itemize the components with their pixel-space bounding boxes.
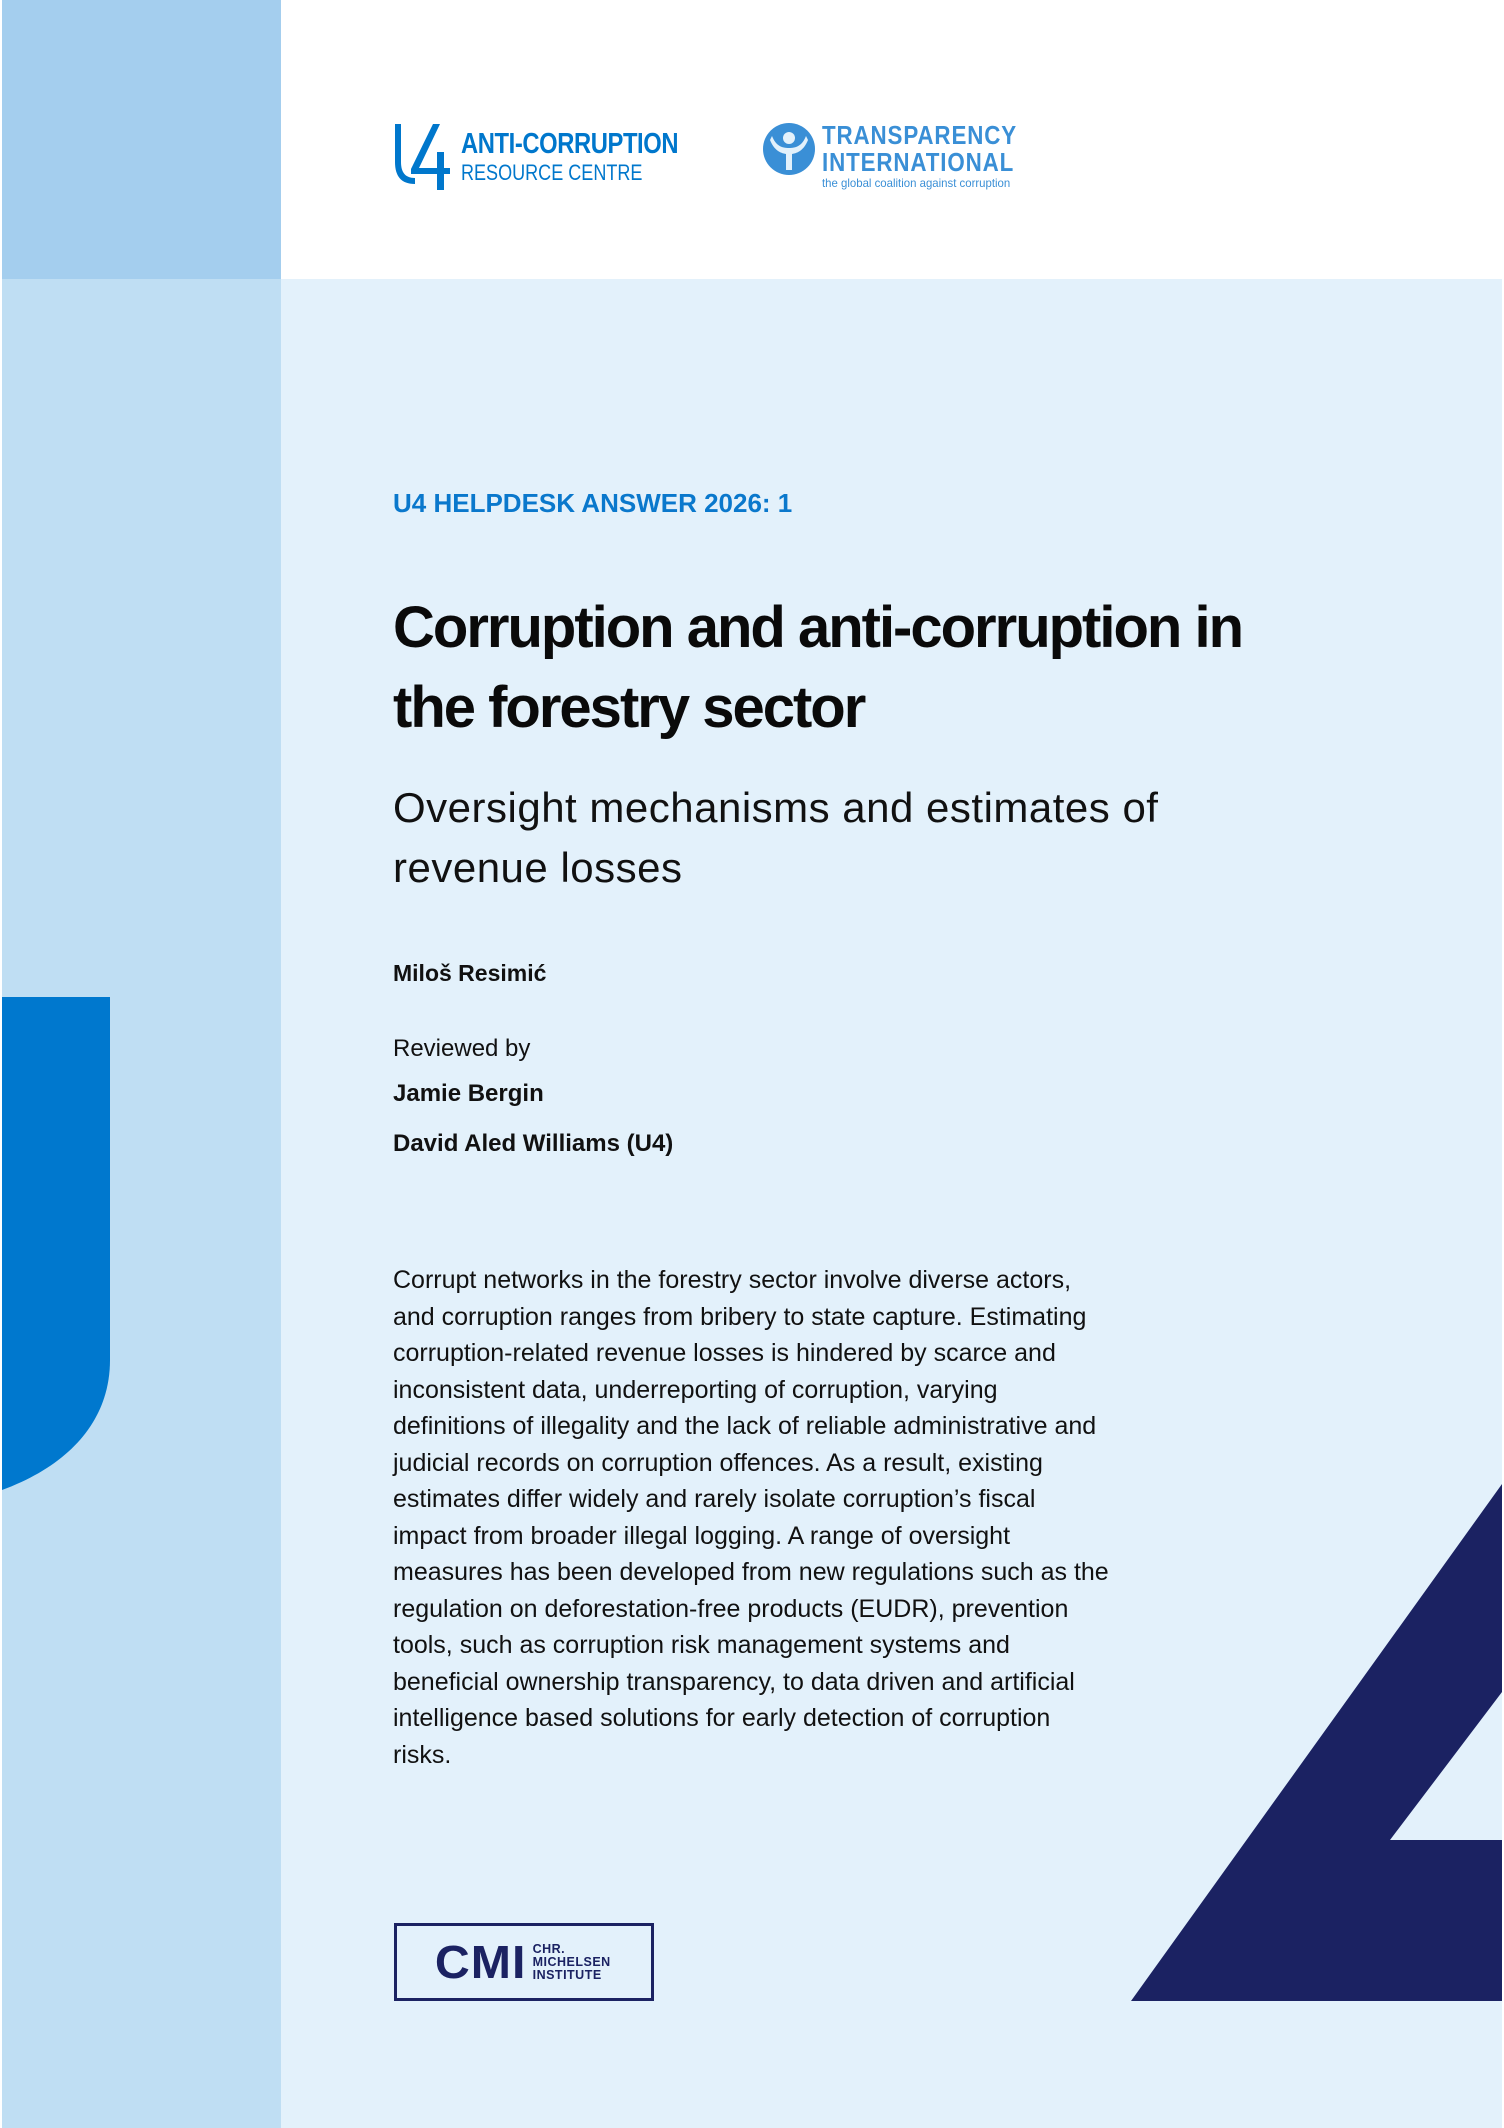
u4-logo-line1: ANTI-CORRUPTION xyxy=(461,128,679,160)
decorative-blue-j-shape xyxy=(2,997,110,1490)
abstract xyxy=(393,1262,1223,1773)
subtitle-line: revenue losses xyxy=(393,844,683,891)
u4-logo xyxy=(393,122,726,192)
abstract-line: inconsistent data, underreporting of corruption, varying xyxy=(393,1375,998,1404)
abstract-line: tools, such as corruption risk management systems and xyxy=(393,1631,1010,1659)
reviewer-name: David Aled Williams (U4) xyxy=(393,1130,674,1157)
ti-logo-line2: INTERNATIONAL xyxy=(822,147,1015,177)
cmi-logo-line3: INSTITUTE xyxy=(532,1967,602,1982)
cmi-logo-line2: MICHELSEN xyxy=(532,1954,611,1969)
ti-logo-line1: TRANSPARENCY xyxy=(822,120,1018,150)
reviewer-name: Jamie Bergin xyxy=(393,1080,544,1107)
u4-logo-mark xyxy=(393,122,451,192)
abstract-line: beneficial ownership transparency, to data driven and artificial xyxy=(393,1667,1075,1696)
series-label: U4 HELPDESK ANSWER 2026: 1 xyxy=(393,488,793,518)
author-name: Miloš Resimić xyxy=(393,960,547,986)
cmi-logo-name xyxy=(533,1943,611,1982)
cmi-logo-line1: CHR. xyxy=(532,1941,566,1956)
ti-globe-figure-icon xyxy=(762,122,816,176)
transparency-international-logo xyxy=(762,122,1049,189)
reviewed-by-label: Reviewed by xyxy=(393,1035,531,1062)
cmi-logo-acronym: CMI xyxy=(435,1936,527,1988)
abstract-line: measures has been developed from new regulations such as the xyxy=(393,1558,1109,1586)
page-subtitle xyxy=(393,778,1393,898)
abstract-line: intelligence based solutions for early detection of corruption xyxy=(393,1704,1051,1732)
ti-logo-tagline: the global coalition against corruption xyxy=(822,176,1011,190)
abstract-line: definitions of illegality and the lack of reliable administrative and xyxy=(393,1412,1097,1440)
title-line: the forestry sector xyxy=(393,675,865,740)
title-line: Corruption and anti-corruption in xyxy=(393,595,1243,660)
subtitle-line: Oversight mechanisms and estimates of xyxy=(393,784,1159,831)
page-title xyxy=(393,588,1393,748)
cmi-logo xyxy=(394,1923,654,2001)
abstract-line: judicial records on corruption offences. As a result, existing xyxy=(393,1448,1043,1477)
u4-logo-line2: RESOURCE CENTRE xyxy=(461,160,643,185)
abstract-line: risks. xyxy=(393,1740,452,1769)
abstract-line: and corruption ranges from bribery to state capture. Estimating xyxy=(393,1302,1087,1331)
abstract-line: impact from broader illegal logging. A range of oversight xyxy=(393,1521,1011,1550)
abstract-line: estimates differ widely and rarely isolate corruption’s fiscal xyxy=(393,1485,1036,1513)
abstract-line: corruption-related revenue losses is hindered by scarce and xyxy=(393,1339,1056,1367)
abstract-line: Corrupt networks in the forestry sector involve diverse actors, xyxy=(393,1266,1072,1294)
abstract-line: regulation on deforestation-free products (EUDR), prevention xyxy=(393,1594,1069,1623)
